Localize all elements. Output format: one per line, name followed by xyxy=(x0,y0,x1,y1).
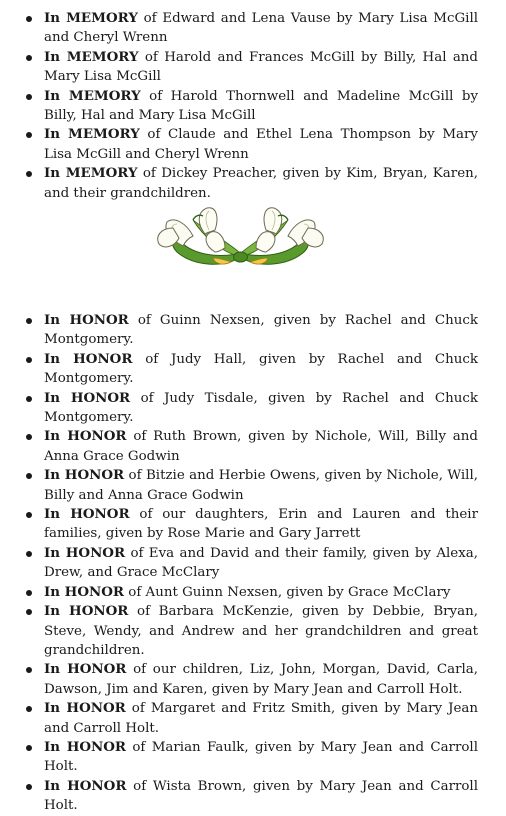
honor-keyword: In HONOR xyxy=(44,312,129,328)
honor-keyword: In HONOR xyxy=(44,661,127,678)
memory-text: of Claude and Ethel Lena Thompson by Mary Lisa McGill and Cheryl Wrenn xyxy=(44,127,478,162)
bullet-icon xyxy=(26,132,32,138)
honor-keyword: In HONOR xyxy=(44,389,131,406)
honor-item xyxy=(24,466,478,505)
honor-keyword: In HONOR xyxy=(44,603,129,620)
honor-item xyxy=(24,350,478,389)
memory-text: of Edward and Lena Vause by Mary Lisa McGill and Cheryl Wrenn xyxy=(44,11,479,46)
memory-item xyxy=(24,48,478,87)
memory-item xyxy=(24,9,478,48)
memory-keyword: In MEMORY xyxy=(44,87,141,104)
bullet-icon xyxy=(26,512,32,518)
ribbon-knot-icon xyxy=(234,252,248,262)
memory-item xyxy=(24,87,478,126)
honor-list xyxy=(24,311,478,816)
bullet-icon xyxy=(26,434,32,440)
bullet-icon xyxy=(26,16,32,22)
memory-list xyxy=(24,9,478,203)
memory-keyword: In MEMORY xyxy=(44,48,139,65)
honor-text: of Judy Hall, given by Rachel and Chuck Montgomery. xyxy=(44,351,478,387)
honor-keyword: In HONOR xyxy=(44,350,133,367)
bullet-icon xyxy=(26,745,32,751)
bullet-icon xyxy=(26,551,32,557)
honor-item xyxy=(24,311,478,350)
bullet-icon xyxy=(26,396,32,402)
bullet-icon xyxy=(26,706,32,712)
honor-text: of our children, Liz, John, Morgan, David, Carla, Dawson, Jim and Karen, given by Mary Jean and Carroll Holt. xyxy=(44,662,479,697)
bullet-icon xyxy=(26,357,32,363)
memory-item xyxy=(24,164,478,203)
memory-keyword: In MEMORY xyxy=(44,10,138,26)
honor-item xyxy=(24,583,478,602)
honor-keyword: In HONOR xyxy=(44,700,126,717)
honor-text: of Wista Brown, given by Mary Jean and Carroll Holt. xyxy=(44,778,478,814)
honor-item xyxy=(24,660,478,699)
honor-item xyxy=(24,777,478,816)
memory-keyword: In MEMORY xyxy=(44,165,138,182)
bullet-icon xyxy=(26,590,32,596)
honor-item xyxy=(24,544,478,583)
bullet-icon xyxy=(26,318,32,324)
honor-item xyxy=(24,699,478,738)
bullet-icon xyxy=(26,171,32,177)
honor-text: of our daughters, Erin and Lauren and their families, given by Rose Marie and Gary Jarrett xyxy=(44,507,478,542)
bullet-icon xyxy=(26,784,32,790)
bullet-icon xyxy=(26,473,32,479)
left-lily-cluster-icon xyxy=(158,208,239,264)
honor-text: of Eva and David and their family, given by Alexa, Drew, and Grace McClary xyxy=(44,545,478,581)
right-lily-cluster-icon xyxy=(242,208,323,264)
honor-keyword: In HONOR xyxy=(44,738,127,755)
honor-keyword: In HONOR xyxy=(44,777,127,794)
calla-lily-ornament-icon xyxy=(153,206,328,274)
memory-text: of Harold Thornwell and Madeline McGill by Billy, Hal and Mary Lisa McGill xyxy=(44,88,479,124)
honor-item xyxy=(24,602,478,660)
honor-text: of Aunt Guinn Nexsen, given by Grace McClary xyxy=(124,584,451,600)
honor-item xyxy=(24,505,478,544)
bullet-icon xyxy=(26,609,32,615)
honor-text: of Bitzie and Herbie Owens, given by Nichole, Will, Billy and Anna Grace Godwin xyxy=(44,468,478,503)
memory-text: of Harold and Frances McGill by Billy, Hal and Mary Lisa McGill xyxy=(44,49,479,85)
honor-text: of Margaret and Fritz Smith, given by Mary Jean and Carroll Holt. xyxy=(44,701,478,736)
honor-text: of Ruth Brown, given by Nichole, Will, Billy and Anna Grace Godwin xyxy=(44,429,478,464)
honor-keyword: In HONOR xyxy=(44,544,126,561)
honor-text: of Guinn Nexsen, given by Rachel and Chuck Montgomery. xyxy=(44,313,479,348)
honor-keyword: In HONOR xyxy=(44,428,127,445)
honor-keyword: In HONOR xyxy=(44,583,125,600)
memory-keyword: In MEMORY xyxy=(44,126,140,143)
honor-keyword: In HONOR xyxy=(44,506,130,523)
bullet-icon xyxy=(26,94,32,100)
bullet-icon xyxy=(26,667,32,673)
memory-text: of Dickey Preacher, given by Kim, Bryan, Karen, and their grandchildren. xyxy=(44,166,478,201)
honor-keyword: In HONOR xyxy=(44,467,125,484)
honor-text: of Marian Faulk, given by Mary Jean and Carroll Holt. xyxy=(44,739,478,775)
honor-item xyxy=(24,427,478,466)
bullet-icon xyxy=(26,55,32,61)
honor-text: of Judy Tisdale, given by Rachel and Chuck Montgomery. xyxy=(44,390,478,426)
memory-item xyxy=(24,125,478,164)
honor-item xyxy=(24,389,478,428)
honor-item xyxy=(24,738,478,777)
honor-text: of Barbara McKenzie, given by Debbie, Bryan, Steve, Wendy, and Andrew and her grandchildren and great grandchildren. xyxy=(44,604,478,658)
